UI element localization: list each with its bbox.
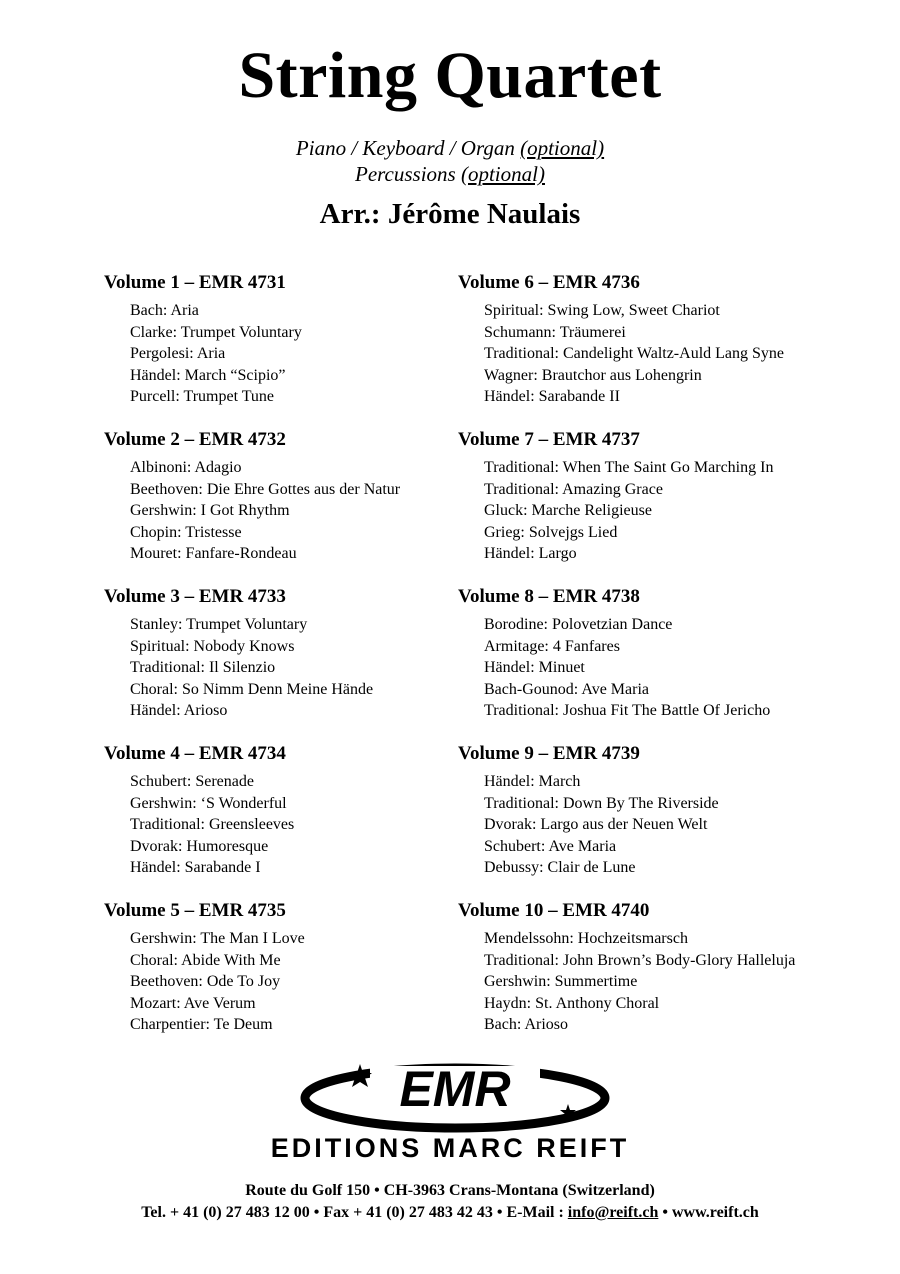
piece-item: Händel: Arioso: [130, 702, 228, 720]
piece-item: Chopin: Tristesse: [130, 523, 242, 541]
piece-item: Schumann: Träumerei: [484, 323, 626, 341]
piece-item: Grieg: Solvejgs Lied: [484, 523, 618, 541]
email-link[interactable]: info@reift.ch: [567, 1204, 659, 1221]
piece-item: Händel: Minuet: [484, 659, 585, 677]
piece-item: Albinoni: Adagio: [130, 459, 242, 476]
piece-list: [104, 300, 494, 408]
piece-item: Traditional: John Brown’s Body-Glory Halleluja: [484, 951, 796, 969]
piece-item: Wagner: Brautchor aus Lohengrin: [484, 366, 702, 384]
piece-item: Debussy: Clair de Lune: [484, 859, 636, 877]
piece-item: Bach: Arioso: [484, 1016, 568, 1034]
piece-item: Choral: So Nimm Denn Meine Hände: [130, 680, 374, 698]
page-title: String Quartet: [238, 39, 662, 112]
star-icon: [348, 1064, 372, 1087]
website-text: • www.reift.ch: [658, 1204, 759, 1221]
piece-item: Traditional: Greensleeves: [130, 816, 295, 834]
volume-block: [458, 584, 848, 741]
piece-item: Traditional: Amazing Grace: [484, 480, 663, 498]
contact-phone-fax: Tel. + 41 (0) 27 483 12 00 • Fax + 41 (0) 27 483 42 43 • E-Mail :: [141, 1204, 568, 1221]
instrumentation-1-text: Piano / Keyboard / Organ: [295, 136, 521, 160]
piece-item: Clarke: Trumpet Voluntary: [130, 323, 302, 341]
piece-item: Armitage: 4 Fanfares: [484, 637, 620, 655]
piece-item: Choral: Abide With Me: [130, 951, 281, 969]
piece-item: Dvorak: Largo aus der Neuen Welt: [484, 816, 708, 834]
piece-list: [458, 928, 848, 1036]
volume-block: [458, 898, 848, 1055]
piece-item: Traditional: Joshua Fit The Battle Of Jericho: [484, 702, 771, 720]
piece-item: Spiritual: Nobody Knows: [130, 637, 295, 655]
publisher-contact: [0, 1202, 900, 1224]
volume-block: [104, 741, 494, 898]
piece-item: Schubert: Serenade: [130, 773, 254, 790]
piece-item: Händel: March “Scipio”: [130, 366, 286, 384]
publisher-name: EDITIONS MARC REIFT: [270, 1133, 630, 1163]
volume-block: [458, 427, 848, 584]
arranger: Arr.: Jérôme Naulais: [319, 198, 581, 230]
volume-block: [104, 584, 494, 741]
piece-item: Mendelssohn: Hochzeitsmarsch: [484, 930, 688, 947]
volume-title: Volume 8 – EMR 4738: [458, 586, 640, 607]
volume-title: Volume 5 – EMR 4735: [104, 900, 286, 921]
piece-list: [458, 771, 848, 879]
piece-item: Gershwin: The Man I Love: [130, 930, 305, 947]
volume-title: Volume 9 – EMR 4739: [458, 743, 640, 764]
logo-mark: EMR: [399, 1061, 511, 1117]
volume-title: Volume 2 – EMR 4732: [104, 429, 286, 450]
piece-item: Händel: Sarabande I: [130, 859, 261, 877]
piece-item: Händel: Largo: [484, 545, 577, 563]
volume-block: [458, 270, 848, 427]
instrumentation-line-2: [0, 161, 900, 187]
piece-item: Pergolesi: Aria: [130, 345, 226, 363]
piece-item: Stanley: Trumpet Voluntary: [130, 616, 308, 633]
piece-item: Schubert: Ave Maria: [484, 837, 617, 855]
volume-title: Volume 1 – EMR 4731: [104, 272, 286, 293]
piece-item: Purcell: Trumpet Tune: [130, 388, 275, 406]
piece-item: Dvorak: Humoresque: [130, 837, 269, 855]
volume-column-left: [104, 270, 494, 1055]
piece-item: Traditional: Down By The Riverside: [484, 794, 719, 812]
piece-item: Mouret: Fanfare-Rondeau: [130, 545, 297, 563]
instrumentation-1-optional: (optional): [520, 136, 605, 160]
piece-item: Gershwin: Summertime: [484, 973, 638, 991]
piece-item: Spiritual: Swing Low, Sweet Chariot: [484, 302, 720, 319]
piece-list: [104, 771, 494, 879]
piece-item: Charpentier: Te Deum: [130, 1016, 273, 1034]
volume-title: Volume 3 – EMR 4733: [104, 586, 286, 607]
piece-list: [458, 300, 848, 408]
volume-title: Volume 6 – EMR 4736: [458, 272, 640, 293]
emr-logo-icon: [220, 1058, 680, 1136]
instrumentation-line-1: [0, 135, 900, 161]
piece-item: Traditional: When The Saint Go Marching In: [484, 459, 774, 476]
volume-block: [104, 427, 494, 584]
volume-title: Volume 10 – EMR 4740: [458, 900, 650, 921]
piece-item: Gershwin: I Got Rhythm: [130, 502, 290, 520]
piece-item: Gershwin: ‘S Wonderful: [130, 794, 287, 812]
piece-item: Traditional: Il Silenzio: [130, 659, 276, 677]
volume-block: [458, 741, 848, 898]
piece-list: [458, 614, 848, 722]
piece-list: [104, 928, 494, 1036]
piece-item: Händel: Sarabande II: [484, 388, 620, 406]
piece-item: Traditional: Candelight Waltz-Auld Lang Syne: [484, 345, 785, 363]
piece-item: Gluck: Marche Religieuse: [484, 502, 652, 520]
piece-item: Bach-Gounod: Ave Maria: [484, 680, 649, 698]
piece-item: Bach: Aria: [130, 302, 199, 319]
piece-item: Mozart: Ave Verum: [130, 994, 256, 1012]
volume-title: Volume 7 – EMR 4737: [458, 429, 640, 450]
volume-column-right: [458, 270, 848, 1055]
piece-item: Händel: March: [484, 773, 581, 790]
piece-item: Beethoven: Die Ehre Gottes aus der Natur: [130, 480, 401, 498]
instrumentation-2-text: Percussions: [355, 162, 461, 186]
volume-block: [104, 270, 494, 427]
piece-list: [104, 457, 494, 565]
publisher-address: Route du Golf 150 • CH-3963 Crans-Montana (Switzerland): [245, 1182, 655, 1199]
piece-item: Beethoven: Ode To Joy: [130, 973, 281, 991]
piece-item: Borodine: Polovetzian Dance: [484, 616, 673, 633]
piece-item: Haydn: St. Anthony Choral: [484, 994, 660, 1012]
volume-block: [104, 898, 494, 1055]
volume-title: Volume 4 – EMR 4734: [104, 743, 286, 764]
instrumentation-2-optional: (optional): [460, 162, 545, 186]
piece-list: [458, 457, 848, 565]
piece-list: [104, 614, 494, 722]
